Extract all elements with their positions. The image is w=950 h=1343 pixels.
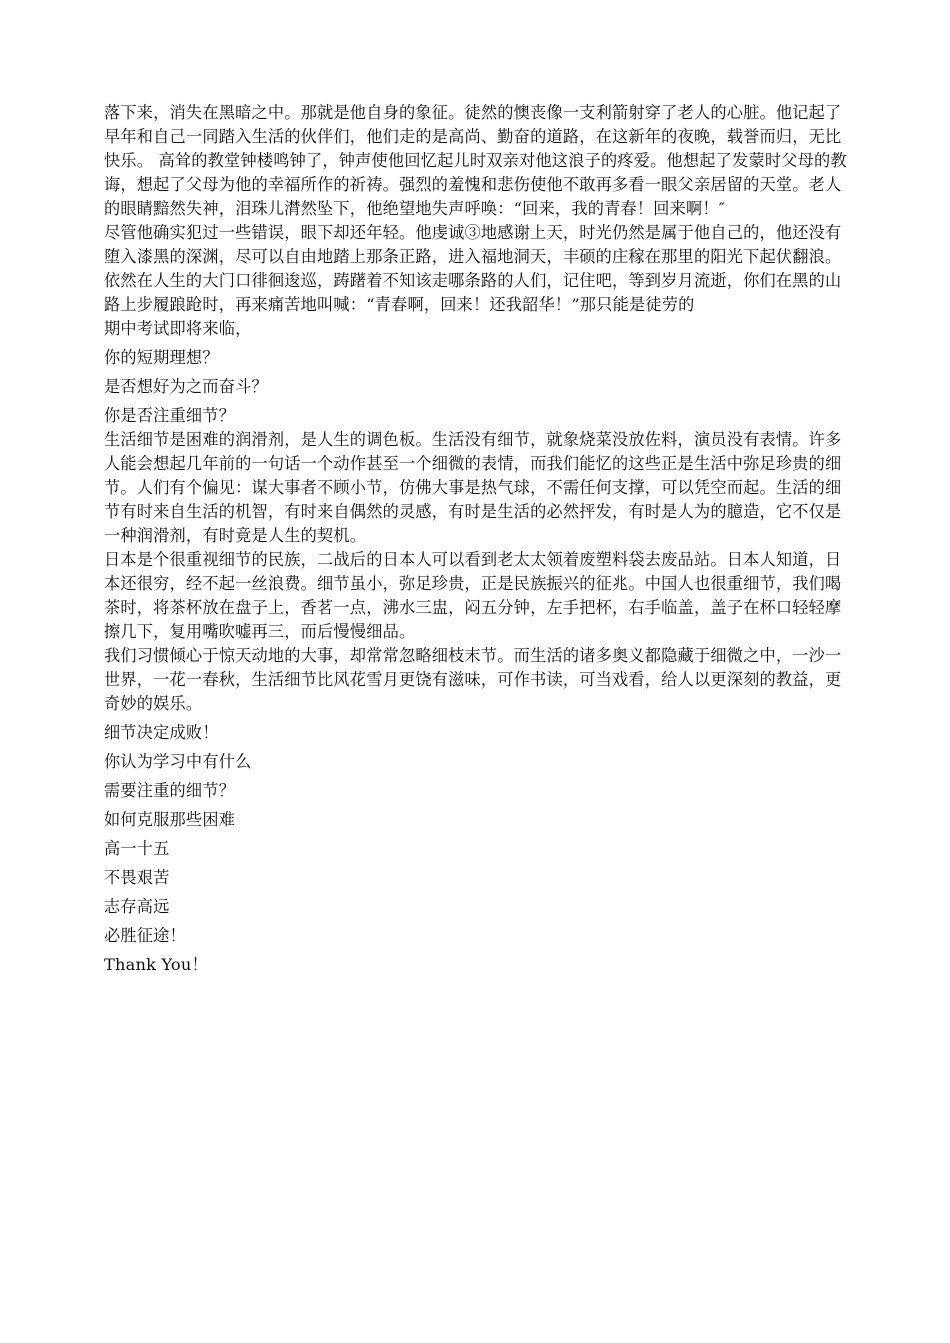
line-victory: 必胜征途！ bbox=[104, 926, 186, 945]
line-overcome: 如何克服那些困难 bbox=[104, 810, 236, 829]
paragraph-habits: 我们习惯倾心于惊天动地的大事，却常常忽略细枝末节。而生活的诸多奥义都隐藏于细微之中，一沙一世界，一花一春秋，生活细节比风花雪月更饶有滋味，可作书读，可当戏看，给人以更深刻的教益，更奇妙的娱乐。 bbox=[104, 646, 842, 713]
line-strive: 是否想好为之而奋斗？ bbox=[104, 377, 268, 396]
line-attention-details: 需要注重的细节？ bbox=[104, 781, 236, 800]
line-hardship: 不畏艰苦 bbox=[104, 868, 170, 887]
line-short-term-goal: 你的短期理想？ bbox=[104, 348, 219, 367]
line-ambition: 志存高远 bbox=[104, 897, 170, 916]
line-exam: 期中考试即将来临， bbox=[104, 319, 252, 338]
document-body bbox=[104, 101, 854, 977]
line-class: 高一十五 bbox=[104, 839, 170, 858]
line-thank-you: Thank You！ bbox=[104, 955, 208, 974]
paragraph-youth: 尽管他确实犯过一些错误，眼下却还年轻。他虔诚③地感谢上天，时光仍然是属于他自己的，他还没有堕入漆黑的深渊，尽可以自由地踏上那条正路，进入福地洞天，丰硕的庄稼在那里的阳光下起伏翻浪。 依然在人生的大门口徘徊逡巡，踌躇着不知该走哪条路的人们，记住吧，等到岁月流逝，你们在黑的山路上步履踉跄时，再来痛苦地叫喊：“青春啊，回来！还我韶华！”那只能是徒劳的 bbox=[104, 223, 847, 314]
line-details-decide: 细节决定成败！ bbox=[104, 723, 219, 742]
line-details-question: 你是否注重细节？ bbox=[104, 406, 236, 425]
paragraph-old-man: 落下来，消失在黑暗之中。那就是他自身的象征。徒然的懊丧像一支利箭射穿了老人的心脏。他记起了早年和自己一同踏入生活的伙伴们，他们走的是高尚、勤奋的道路，在这新年的夜晚，载誉而归，无比快乐。 高耸的教堂钟楼鸣钟了，钟声使他回忆起儿时双亲对他这浪子的疼爱。他想起了发蒙时父母的教诲，想起了父母为他的幸福所作的祈祷。强烈的羞愧和悲伤使他不敢再多看一眼父亲居留的天堂。老人的眼睛黯然失神，泪珠儿潸然坠下，他绝望地失声呼唤：“回来，我的青春！回来啊！″ bbox=[104, 103, 847, 218]
line-study-question: 你认为学习中有什么 bbox=[104, 752, 252, 771]
paragraph-life-details: 生活细节是困难的润滑剂，是人生的调色板。生活没有细节，就象烧菜没放佐料，演员没有表情。许多人能会想起几年前的一句话一个动作甚至一个细微的表情，而我们能忆的这些正是生活中弥足珍贵的细节。人们有个偏见：谋大事者不顾小节，仿佛大事是热气球，不需任何支撑，可以凭空而起。生活的细节有时来自生活的机智，有时来自偶然的灵感，有时是生活的必然抨发，有时是人为的臆造，它不仅是一种润滑剂，有时竟是人生的契机。 bbox=[104, 430, 842, 545]
paragraph-japan: 日本是个很重视细节的民族，二战后的日本人可以看到老太太领着废塑料袋去废品站。日本人知道，日本还很穷，经不起一丝浪费。细节虽小，弥足珍贵，正是民族振兴的征兆。中国人也很重细节，我们喝茶时，将茶杯放在盘子上，香茗一点，沸水三盅，闷五分钟，左手把杯，右手临盖，盖子在杯口轻轻摩擦几下，复用嘴吹嘘再三，而后慢慢细品。 bbox=[104, 550, 842, 641]
